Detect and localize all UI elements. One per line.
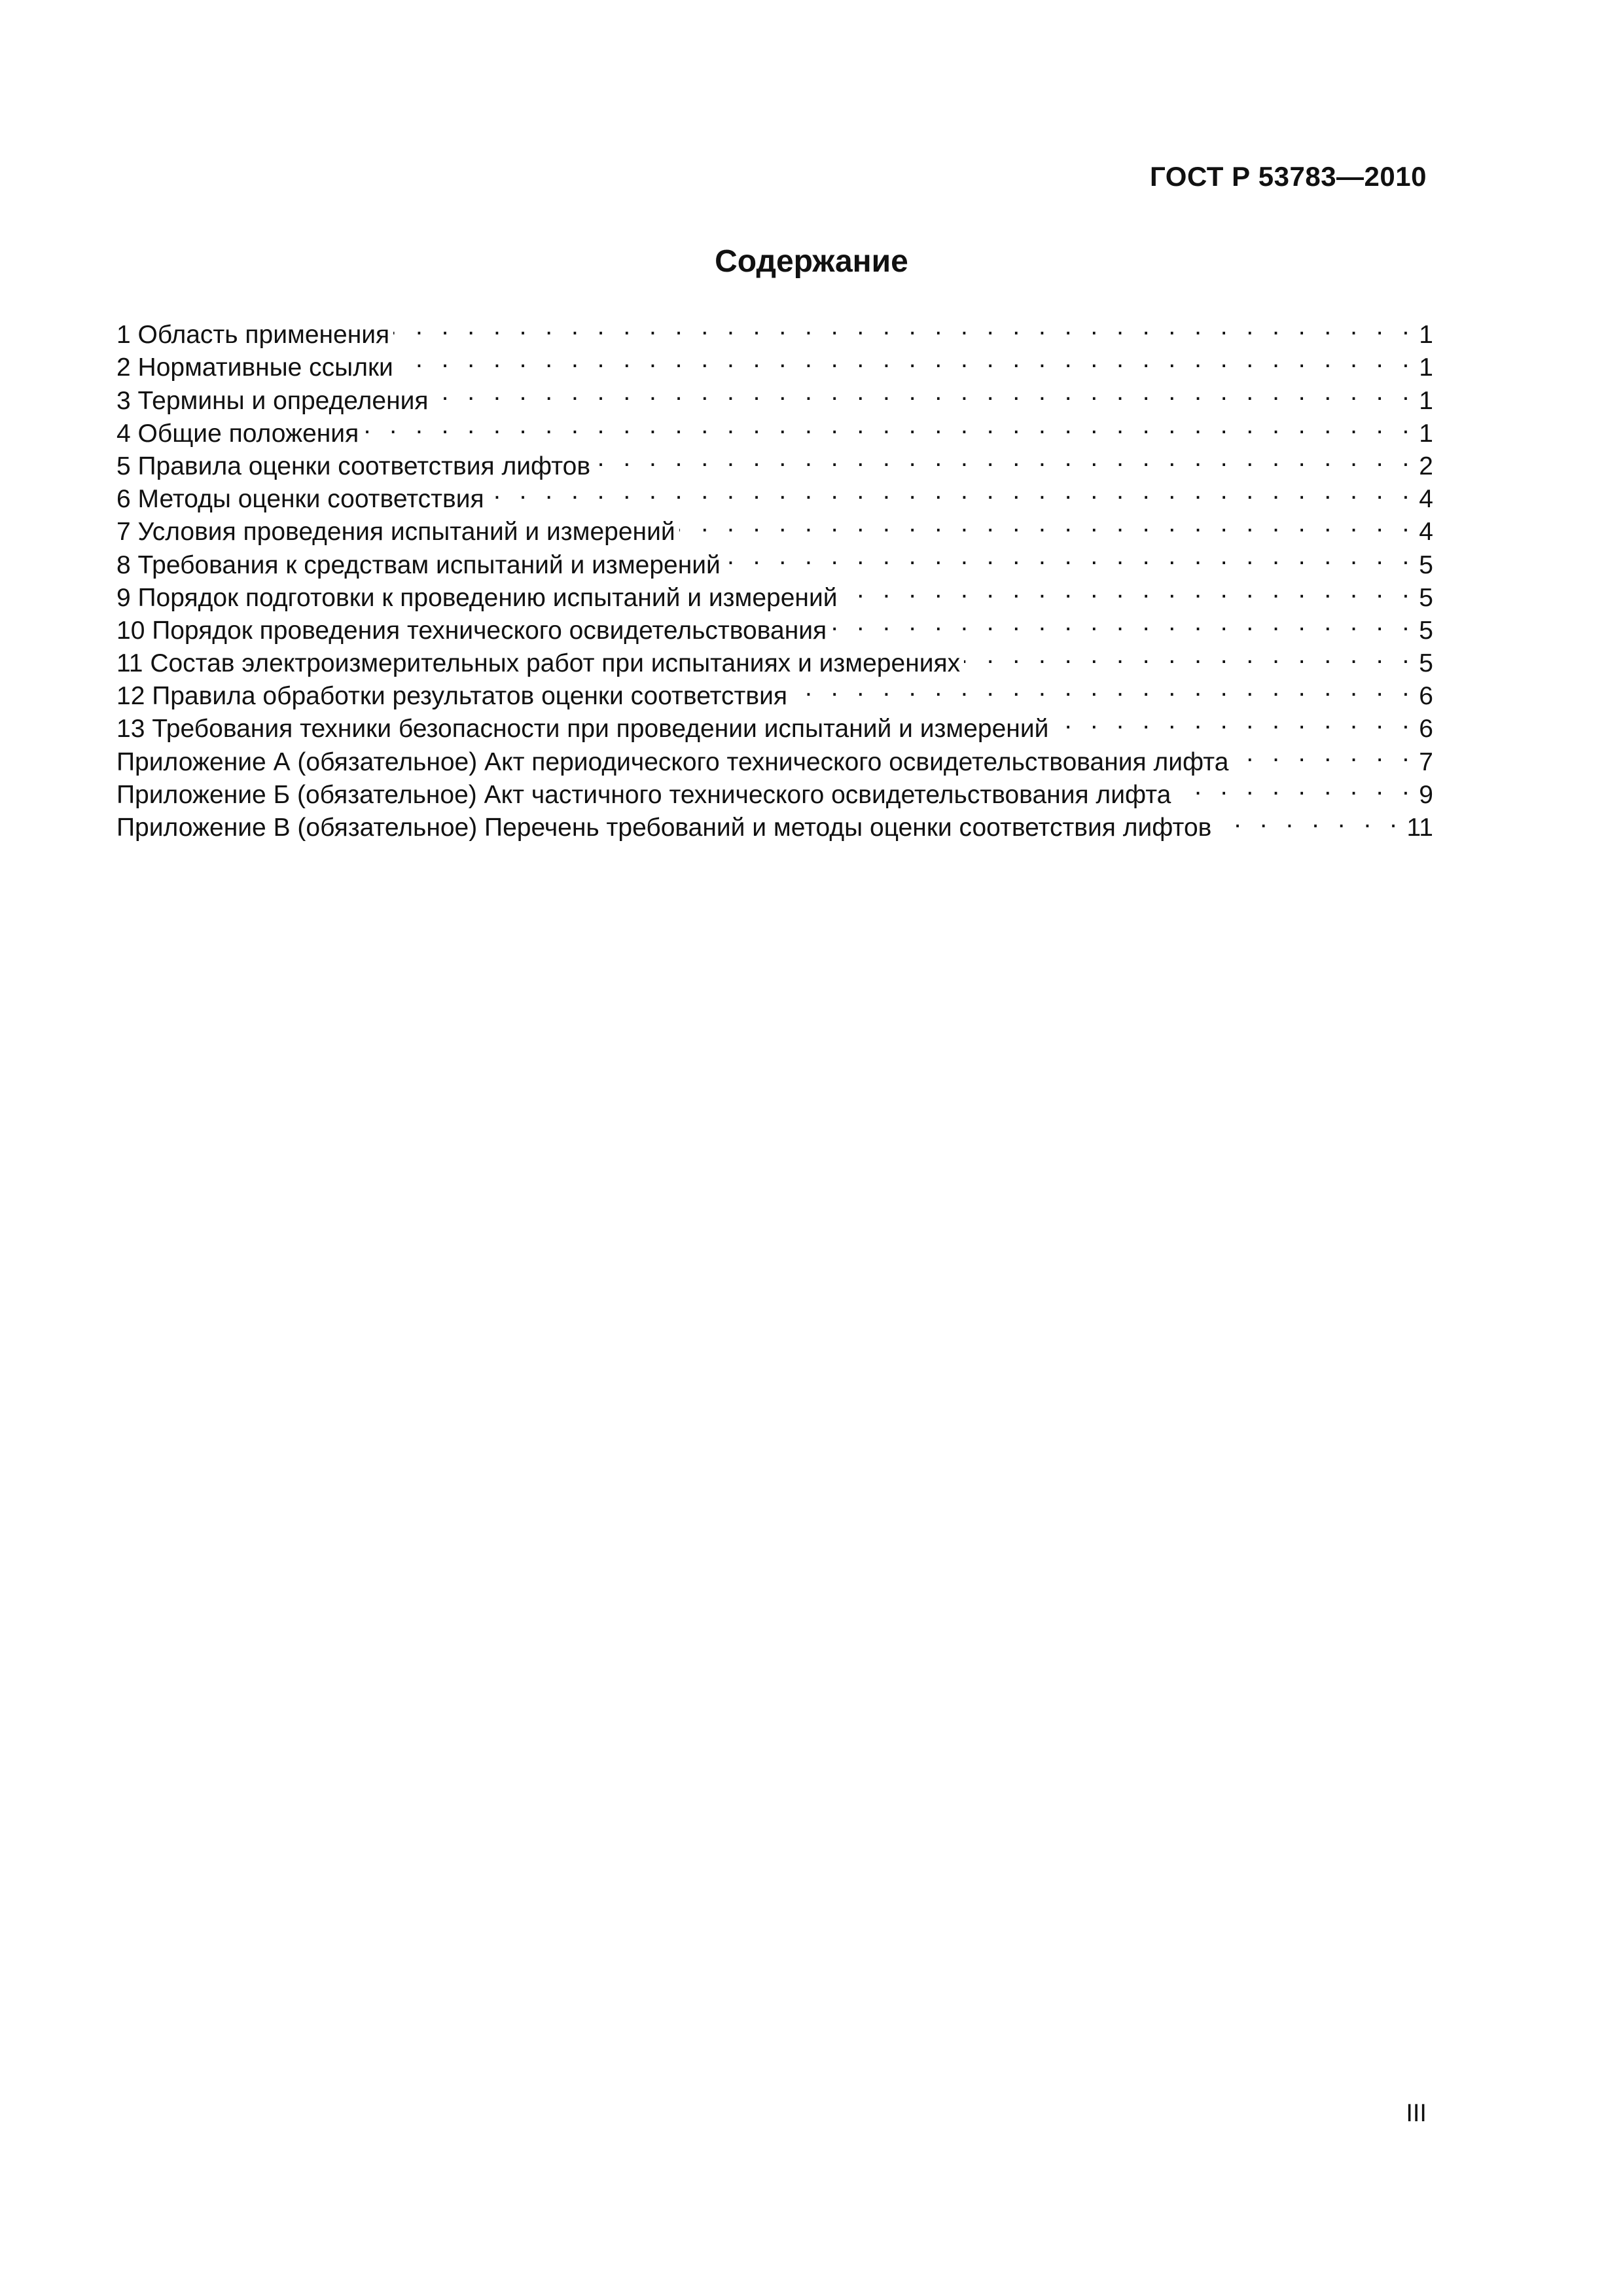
toc-item-page: 6: [1419, 682, 1433, 711]
toc-item-page: 7: [1419, 747, 1433, 776]
toc-item-page: 9: [1419, 780, 1433, 809]
toc-item-label: 3 Термины и определения: [116, 386, 429, 415]
toc-dot-leader: [363, 409, 1415, 442]
toc-dot-leader: [724, 540, 1415, 573]
toc-item-label: Приложение Б (обязательное) Акт частичного технического освидетельствования лифта: [116, 780, 1171, 809]
toc-item-page: 2: [1419, 452, 1433, 480]
toc-item-label: 2 Нормативные ссылки: [116, 353, 393, 382]
toc-item-page: 1: [1419, 353, 1433, 382]
toc-item-page: 5: [1419, 550, 1433, 579]
toc-dot-leader: [679, 507, 1416, 540]
toc-dot-leader: [433, 376, 1416, 408]
toc-dot-leader: [393, 310, 1415, 343]
toc-item-page: 5: [1419, 649, 1433, 678]
toc-item-label: 7 Условия проведения испытаний и измерений: [116, 518, 675, 547]
toc-item-page: 11: [1406, 814, 1433, 842]
toc-dot-leader: [594, 442, 1415, 475]
toc-dot-leader: [842, 573, 1416, 606]
toc-item-page: 1: [1419, 321, 1433, 350]
toc-title: Содержание: [715, 244, 908, 279]
toc-item-label: 1 Область применения: [116, 321, 390, 350]
toc-dot-leader: [830, 606, 1415, 639]
toc-dot-leader: [1215, 803, 1402, 836]
toc-item-page: 5: [1419, 616, 1433, 645]
page-number: III: [1406, 2100, 1427, 2127]
toc-item-label: 8 Требования к средствам испытаний и измерений: [116, 550, 721, 579]
toc-dot-leader: [1052, 704, 1415, 737]
toc-dot-leader: [488, 475, 1416, 507]
toc-item-page: 4: [1419, 518, 1433, 547]
toc-item-page: 4: [1419, 485, 1433, 514]
toc-item-page: 5: [1419, 583, 1433, 612]
table-of-contents: [116, 310, 1433, 842]
toc-dot-leader: [964, 639, 1415, 672]
toc-item-label: 4 Общие положения: [116, 419, 359, 448]
toc-item[interactable]: [116, 310, 1433, 350]
toc-item-label: 10 Порядок проведения технического освидетельствования: [116, 616, 827, 645]
toc-item-page: 1: [1419, 386, 1433, 415]
toc-item-label: Приложение В (обязательное) Перечень требований и методы оценки соответствия лифтов: [116, 814, 1212, 842]
toc-item-label: 13 Требования техники безопасности при проведении испытаний и измерений: [116, 715, 1049, 744]
toc-item-label: 11 Состав электроизмерительных работ при испытаниях и измерениях: [116, 649, 961, 678]
toc-item-label: Приложение А (обязательное) Акт периодического технического освидетельствования лифта: [116, 747, 1229, 776]
toc-item-label: 6 Методы оценки соответствия: [116, 485, 484, 514]
toc-item-label: 9 Порядок подготовки к проведению испытаний и измерений: [116, 583, 838, 612]
toc-item-label: 5 Правила оценки соответствия лифтов: [116, 452, 591, 480]
document-code: ГОСТ Р 53783—2010: [1150, 161, 1427, 192]
toc-item-page: 1: [1419, 419, 1433, 448]
toc-dot-leader: [1175, 770, 1415, 803]
toc-dot-leader: [1232, 737, 1415, 770]
toc-item-page: 6: [1419, 715, 1433, 744]
toc-dot-leader: [397, 343, 1415, 376]
toc-item-label: 12 Правила обработки результатов оценки соответствия: [116, 682, 788, 711]
toc-dot-leader: [791, 672, 1415, 704]
